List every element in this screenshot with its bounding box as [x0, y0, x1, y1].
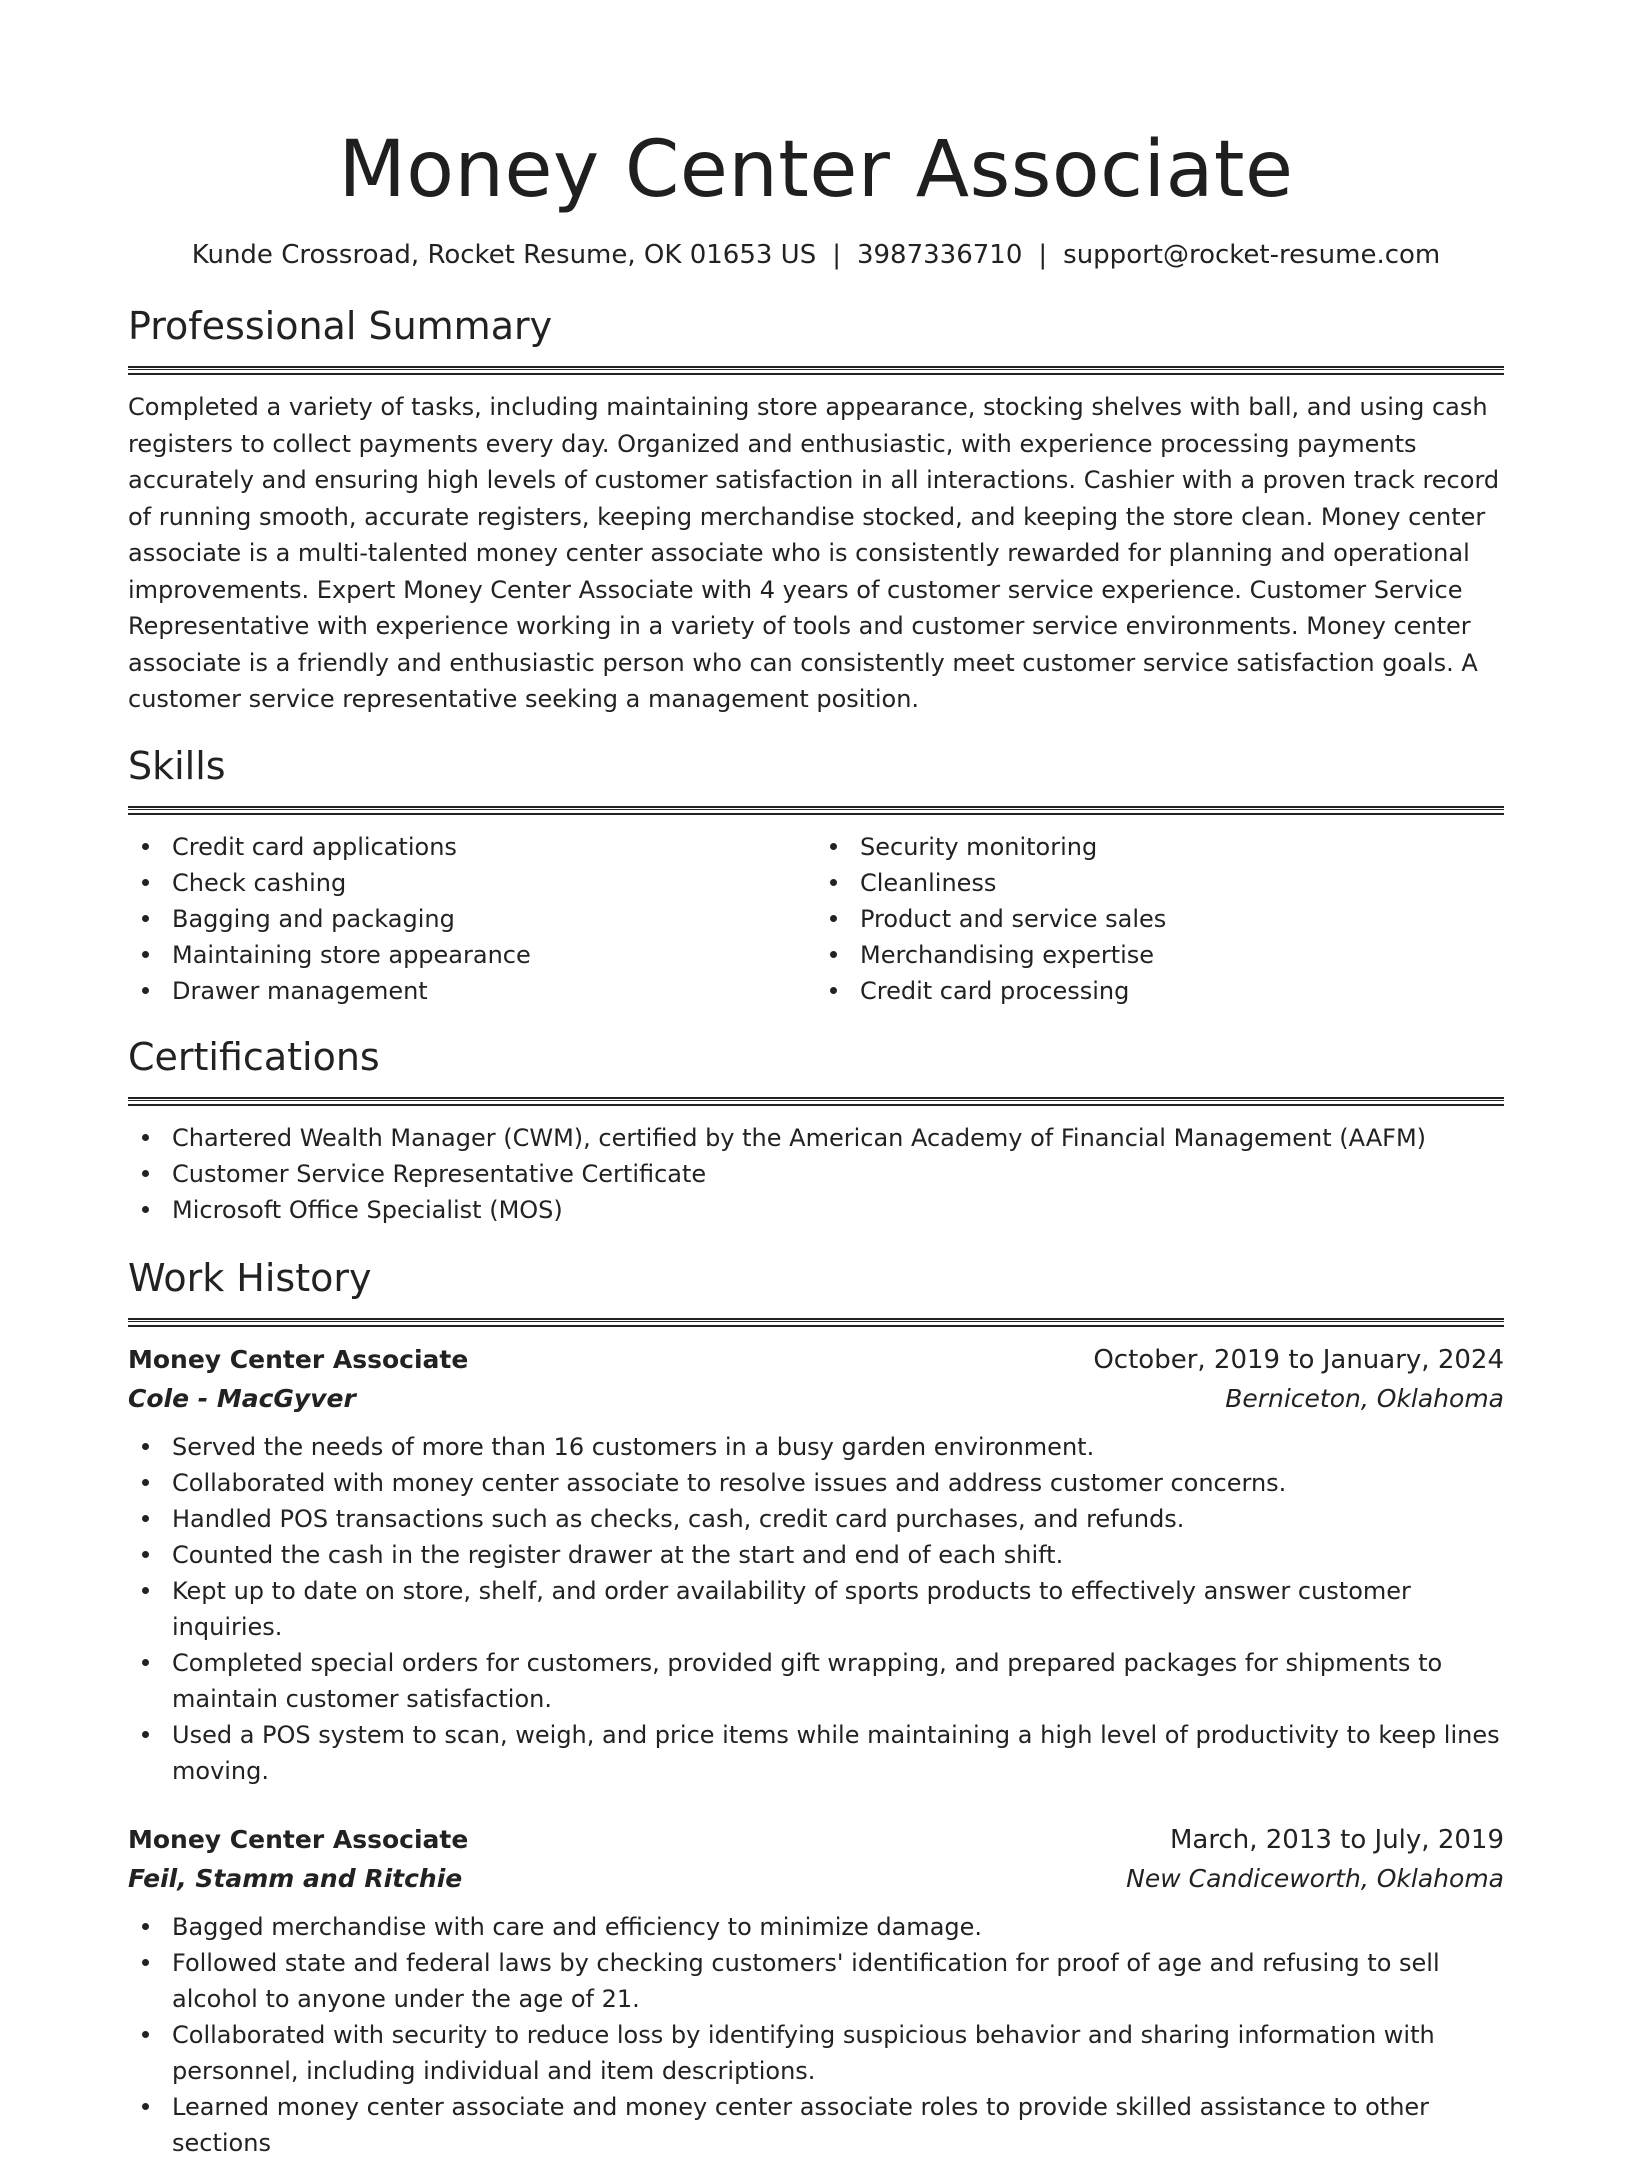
list-item: Collaborated with security to reduce loss by identifying suspicious behavior and sharing information with personnel, including individual and item descriptions. — [128, 2017, 1504, 2089]
list-item: Followed state and federal laws by checking customers' identification for proof of age and refusing to sell alcohol to anyone under the age of 21. — [128, 1945, 1504, 2017]
certifications-section — [128, 1033, 1504, 1228]
list-item: Credit card processing — [816, 973, 1504, 1009]
list-item: Handled POS transactions such as checks, cash, credit card purchases, and refunds. — [128, 1501, 1504, 1537]
section-heading-certifications: Certifications — [128, 1034, 380, 1079]
list-item: Merchandising expertise — [816, 937, 1504, 973]
job-subheader — [128, 1859, 1504, 1899]
contact-separator: | — [832, 240, 841, 270]
contact-address: Kunde Crossroad, Rocket Resume, OK 01653 US — [191, 240, 817, 270]
list-item: Bagged merchandise with care and efficiency to minimize damage. — [128, 1909, 1504, 1945]
section-divider — [128, 806, 1504, 815]
list-item: Learned money center associate and money center associate roles to provide skilled assistance to other sections — [128, 2089, 1504, 2161]
job-company: Cole - MacGyver — [128, 1383, 356, 1413]
job-dates: March, 2013 to July, 2019 — [1169, 1824, 1504, 1855]
section-divider — [128, 1318, 1504, 1327]
job-subheader — [128, 1379, 1504, 1419]
job-dates: October, 2019 to January, 2024 — [1093, 1344, 1504, 1375]
list-item: Used a POS system to scan, weigh, and price items while maintaining a high level of productivity to keep lines moving. — [128, 1717, 1504, 1789]
list-item: Check cashing — [128, 865, 816, 901]
list-item: Cleanliness — [816, 865, 1504, 901]
contact-separator: | — [1038, 240, 1048, 270]
skills-grid — [128, 829, 1504, 1009]
contact-line — [128, 238, 1504, 272]
section-heading-work-history: Work History — [128, 1255, 372, 1300]
list-item: Counted the cash in the register drawer at the start and end of each shift. — [128, 1537, 1504, 1573]
job-entry — [128, 1341, 1504, 1789]
job-company: Feil, Stamm and Ritchie — [128, 1863, 463, 1893]
list-item: Chartered Wealth Manager (CWM), certified by the American Academy of Financial Management (AAFM) — [128, 1120, 1504, 1156]
list-item: Customer Service Representative Certificate — [128, 1156, 1504, 1192]
section-heading-summary: Professional Summary — [128, 304, 553, 348]
job-header — [128, 1341, 1504, 1379]
job-title: Money Center Associate — [128, 1824, 469, 1854]
skills-list-left — [128, 829, 816, 1009]
list-item: Microsoft Office Specialist (MOS) — [128, 1192, 1504, 1228]
job-bullet-list — [128, 1909, 1504, 2161]
contact-email[interactable]: support@rocket-resume.com — [1063, 240, 1441, 270]
list-item: Drawer management — [128, 973, 816, 1009]
job-location: New Candiceworth, Oklahoma — [1126, 1863, 1504, 1893]
list-item: Served the needs of more than 16 customers in a busy garden environment. — [128, 1429, 1504, 1465]
job-location: Berniceton, Oklahoma — [1225, 1383, 1504, 1413]
list-item: Product and service sales — [816, 901, 1504, 937]
section-heading-skills: Skills — [128, 743, 226, 788]
work-history-section — [128, 1254, 1504, 2161]
skills-section — [128, 742, 1504, 1009]
summary-section — [128, 302, 1504, 718]
job-entry — [128, 1821, 1504, 2161]
section-divider — [128, 366, 1504, 375]
list-item: Bagging and packaging — [128, 901, 816, 937]
list-item: Security monitoring — [816, 829, 1504, 865]
certifications-list — [128, 1120, 1504, 1228]
section-divider — [128, 1097, 1504, 1106]
contact-phone: 3987336710 — [856, 240, 1023, 270]
job-bullet-list — [128, 1429, 1504, 1789]
list-item: Credit card applications — [128, 829, 816, 865]
job-title: Money Center Associate — [128, 1344, 469, 1374]
list-item: Maintaining store appearance — [128, 937, 816, 973]
list-item: Completed special orders for customers, provided gift wrapping, and prepared packages for shipments to maintain customer satisfaction. — [128, 1645, 1504, 1717]
resume-content — [128, 0, 1504, 2161]
job-header — [128, 1821, 1504, 1859]
resume-title: Money Center Associate — [338, 125, 1294, 215]
skills-list-right — [816, 829, 1504, 1009]
summary-text: Completed a variety of tasks, including maintaining store appearance, stocking shelves with ball, and using cash registers to collect payments every day. Organized and enthusiastic, with experience processing payments accurately and ensuring high levels of customer satisfaction in all interactions. Cashier with a proven track record of running smooth, accurate registers, keeping merchandise stocked, and keeping the store clean. Money center associate is a multi-talented money center associate who is consistently rewarded for planning and operational improvements. Expert Money Center Associate with 4 years of customer service experience. Customer Service Representative with experience working in a variety of tools and customer service environments. Money center associate is a friendly and enthusiastic person who can consistently meet customer service satisfaction goals. A customer service representative seeking a management position. — [128, 393, 1500, 713]
list-item: Collaborated with money center associate to resolve issues and address customer concerns. — [128, 1465, 1504, 1501]
list-item: Kept up to date on store, shelf, and order availability of sports products to effectively answer customer inquiries. — [128, 1573, 1504, 1645]
